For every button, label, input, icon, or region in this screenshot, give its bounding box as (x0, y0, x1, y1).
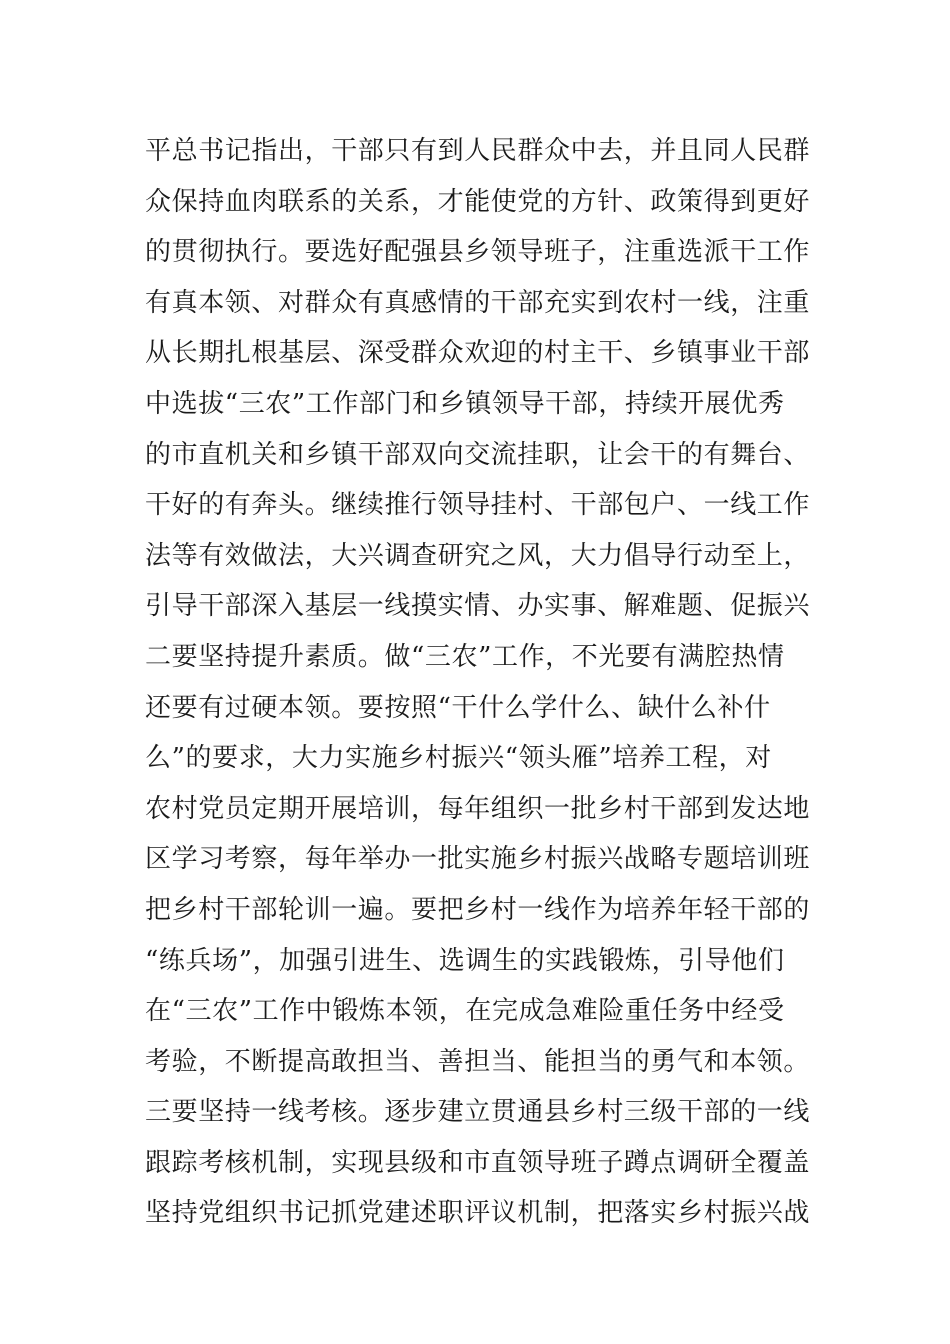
text-line: 三要坚持一线考核。逐步建立贯通县乡村三级干部的一线 (145, 1097, 811, 1128)
text-line: 中选拔“三农”工作部门和乡镇领导干部，持续开展优秀 (145, 388, 785, 419)
text-line: 还要有过硬本领。要按照“干什么学什么、缺什么补什 (145, 692, 771, 723)
text-line: 么”的要求，大力实施乡村振兴“领头雁”培养工程，对 (145, 743, 772, 774)
text-line: 在“三农”工作中锻炼本领，在完成急难险重任务中经受 (145, 996, 785, 1027)
text-line: “练兵场”，加强引进生、选调生的实践锻炼，引导他们 (145, 945, 785, 976)
text-line: 考验，不断提高敢担当、善担当、能担当的勇气和本领。 (145, 1046, 811, 1077)
text-line: 干好的有奔头。继续推行领导挂村、干部包户、一线工作 (145, 490, 811, 521)
text-line: 从长期扎根基层、深受群众欢迎的村主干、乡镇事业干部 (145, 338, 811, 369)
text-line: 有真本领、对群众有真感情的干部充实到农村一线，注重 (145, 287, 811, 318)
text-line: 法等有效做法，大兴调查研究之风，大力倡导行动至上， (145, 540, 811, 571)
text-line: 把乡村干部轮训一遍。要把乡村一线作为培养年轻干部的 (145, 894, 811, 925)
text-line: 农村党员定期开展培训，每年组织一批乡村干部到发达地 (145, 793, 811, 824)
text-line: 区学习考察，每年举办一批实施乡村振兴战略专题培训班 (145, 844, 811, 875)
text-line: 的贯彻执行。要选好配强县乡领导班子，注重选派干工作 (145, 237, 811, 268)
text-line: 的市直机关和乡镇干部双向交流挂职，让会干的有舞台、 (145, 439, 811, 470)
text-line: 众保持血肉联系的关系，才能使党的方针、政策得到更好 (145, 186, 811, 217)
text-line: 坚持党组织书记抓党建述职评议机制，把落实乡村振兴战 (145, 1198, 811, 1229)
body-text (145, 126, 815, 1239)
text-line: 跟踪考核机制，实现县级和市直领导班子蹲点调研全覆盖 (145, 1147, 811, 1178)
text-line: 平总书记指出，干部只有到人民群众中去，并且同人民群 (145, 136, 811, 166)
text-line: 引导干部深入基层一线摸实情、办实事、解难题、促振兴 (145, 591, 811, 622)
text-line: 二要坚持提升素质。做“三农”工作，不光要有满腔热情 (145, 641, 785, 672)
